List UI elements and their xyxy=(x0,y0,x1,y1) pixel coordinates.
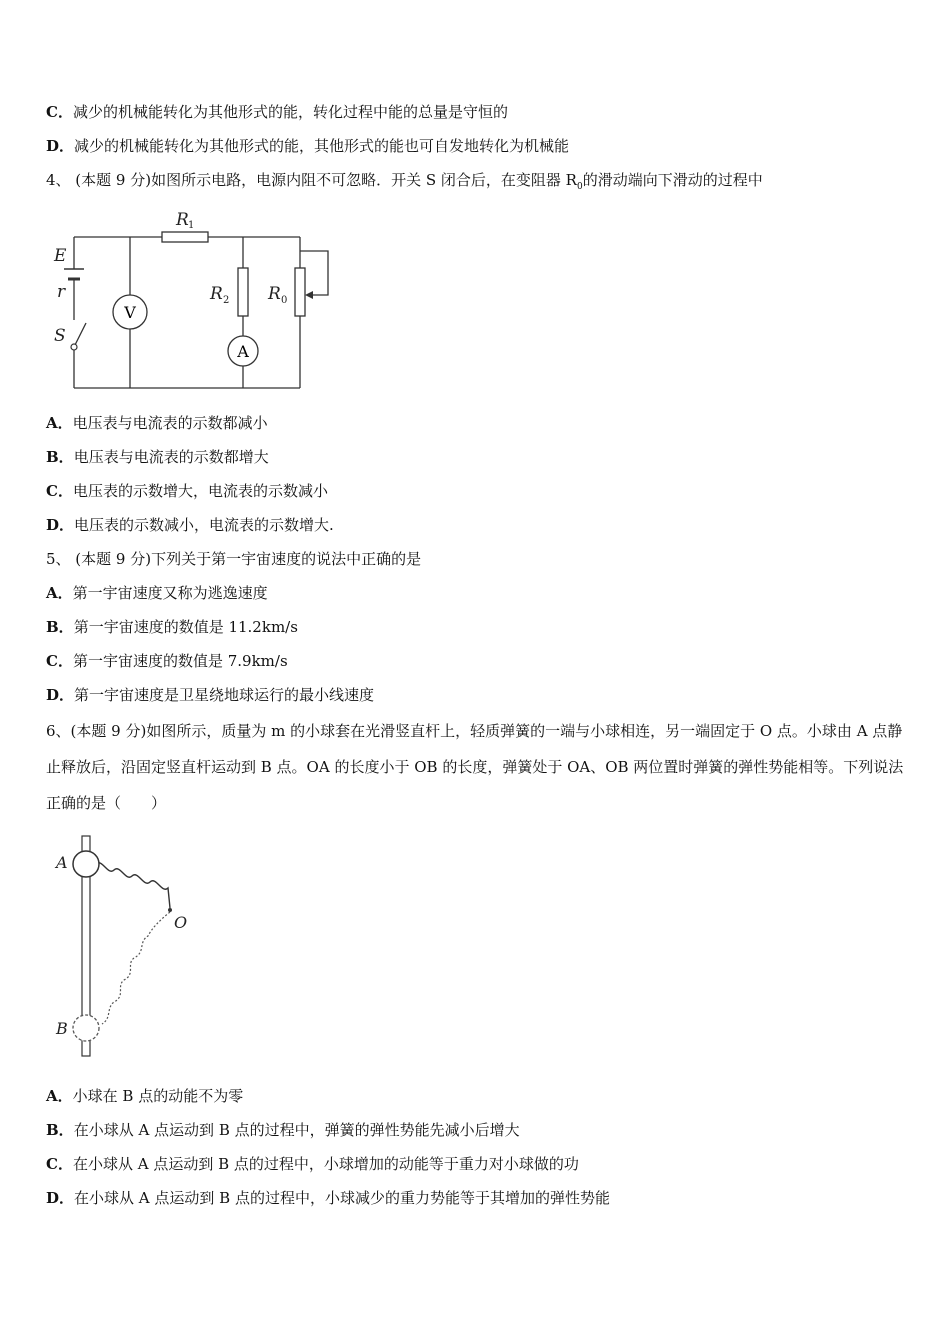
label-b: B xyxy=(56,1019,68,1038)
rheostat-r0 xyxy=(295,268,305,316)
resistor-r1 xyxy=(162,232,208,242)
label-r1-sub: 1 xyxy=(188,220,195,231)
fixed-point-o xyxy=(168,908,172,912)
q4-option-b: B．电压表与电流表的示数都增大 xyxy=(46,448,269,466)
rheostat-slider-arrow xyxy=(305,291,313,299)
q6-stem: 6、(本题 9 分)如图所示，质量为 m 的小球套在光滑竖直杆上，轻质弹簧的一端与小球相连，另一端固定于 O 点。小球由 A 点静止释放后，沿固定竖直杆运动到 B 点。OA 的长度小于 OB 的长度，弹簧处于 OA、OB 两位置时弹簧的弹性势能相等。下列说法正确的是（ ） xyxy=(46,722,904,812)
voltmeter-label: V xyxy=(124,303,136,322)
label-s: S xyxy=(54,326,66,346)
q6-option-b: B．在小球从 A 点运动到 B 点的过程中，弹簧的弹性势能先减小后增大 xyxy=(46,1121,520,1139)
option-d-prev: D．减少的机械能转化为其他形式的能，其他形式的能也可自发地转化为机械能 xyxy=(46,137,570,155)
q4-option-a: A．电压表与电流表的示数都减小 xyxy=(46,414,268,432)
q6-option-c: C．在小球从 A 点运动到 B 点的过程中，小球增加的动能等于重力对小球做的功 xyxy=(46,1155,579,1173)
label-r1: R xyxy=(176,210,189,230)
q5-option-a: A．第一宇宙速度又称为逃逸速度 xyxy=(46,584,268,602)
label-o: O xyxy=(174,913,188,932)
switch-contact xyxy=(71,344,77,350)
label-e: E xyxy=(54,246,67,266)
circuit-diagram xyxy=(46,205,336,395)
label-r2-sub: 2 xyxy=(223,295,230,306)
label-a: A xyxy=(56,853,68,872)
q4-option-d: D．电压表的示数减小，电流表的示数增大. xyxy=(46,516,334,534)
q5-stem: 5、 (本题 9 分)下列关于第一宇宙速度的说法中正确的是 xyxy=(46,550,422,568)
q6-option-d: D．在小球从 A 点运动到 B 点的过程中，小球减少的重力势能等于其增加的弹性势能 xyxy=(46,1189,610,1207)
resistor-r2 xyxy=(238,268,248,316)
ball-at-a xyxy=(73,851,99,877)
label-r: r xyxy=(57,282,66,302)
ball-at-b xyxy=(73,1015,99,1041)
spring-rod-diagram xyxy=(46,832,196,1062)
q4-stem: 4、 (本题 9 分)如图所示电路，电源内阻不可忽略．开关 S 闭合后，在变阻器 $R_0$的滑动端向下滑动的过程中 xyxy=(46,171,763,192)
spring-solid xyxy=(96,863,170,908)
q4-option-c: C．电压表的示数增大，电流表的示数减小 xyxy=(46,482,328,500)
label-r2: R xyxy=(210,284,223,304)
option-c-prev: C．减少的机械能转化为其他形式的能，转化过程中能的总量是守恒的 xyxy=(46,103,508,121)
q6-option-a: A．小球在 B 点的动能不为零 xyxy=(46,1087,244,1105)
label-r0: R xyxy=(268,284,281,304)
spring-dashed xyxy=(102,912,170,1024)
q5-option-d: D．第一宇宙速度是卫星绕地球运行的最小线速度 xyxy=(46,686,375,704)
ammeter-label: A xyxy=(237,342,249,361)
label-r0-sub: 0 xyxy=(281,295,288,306)
q5-option-c: C．第一宇宙速度的数值是 7.9km/s xyxy=(46,652,288,670)
q5-option-b: B．第一宇宙速度的数值是 11.2km/s xyxy=(46,618,298,636)
